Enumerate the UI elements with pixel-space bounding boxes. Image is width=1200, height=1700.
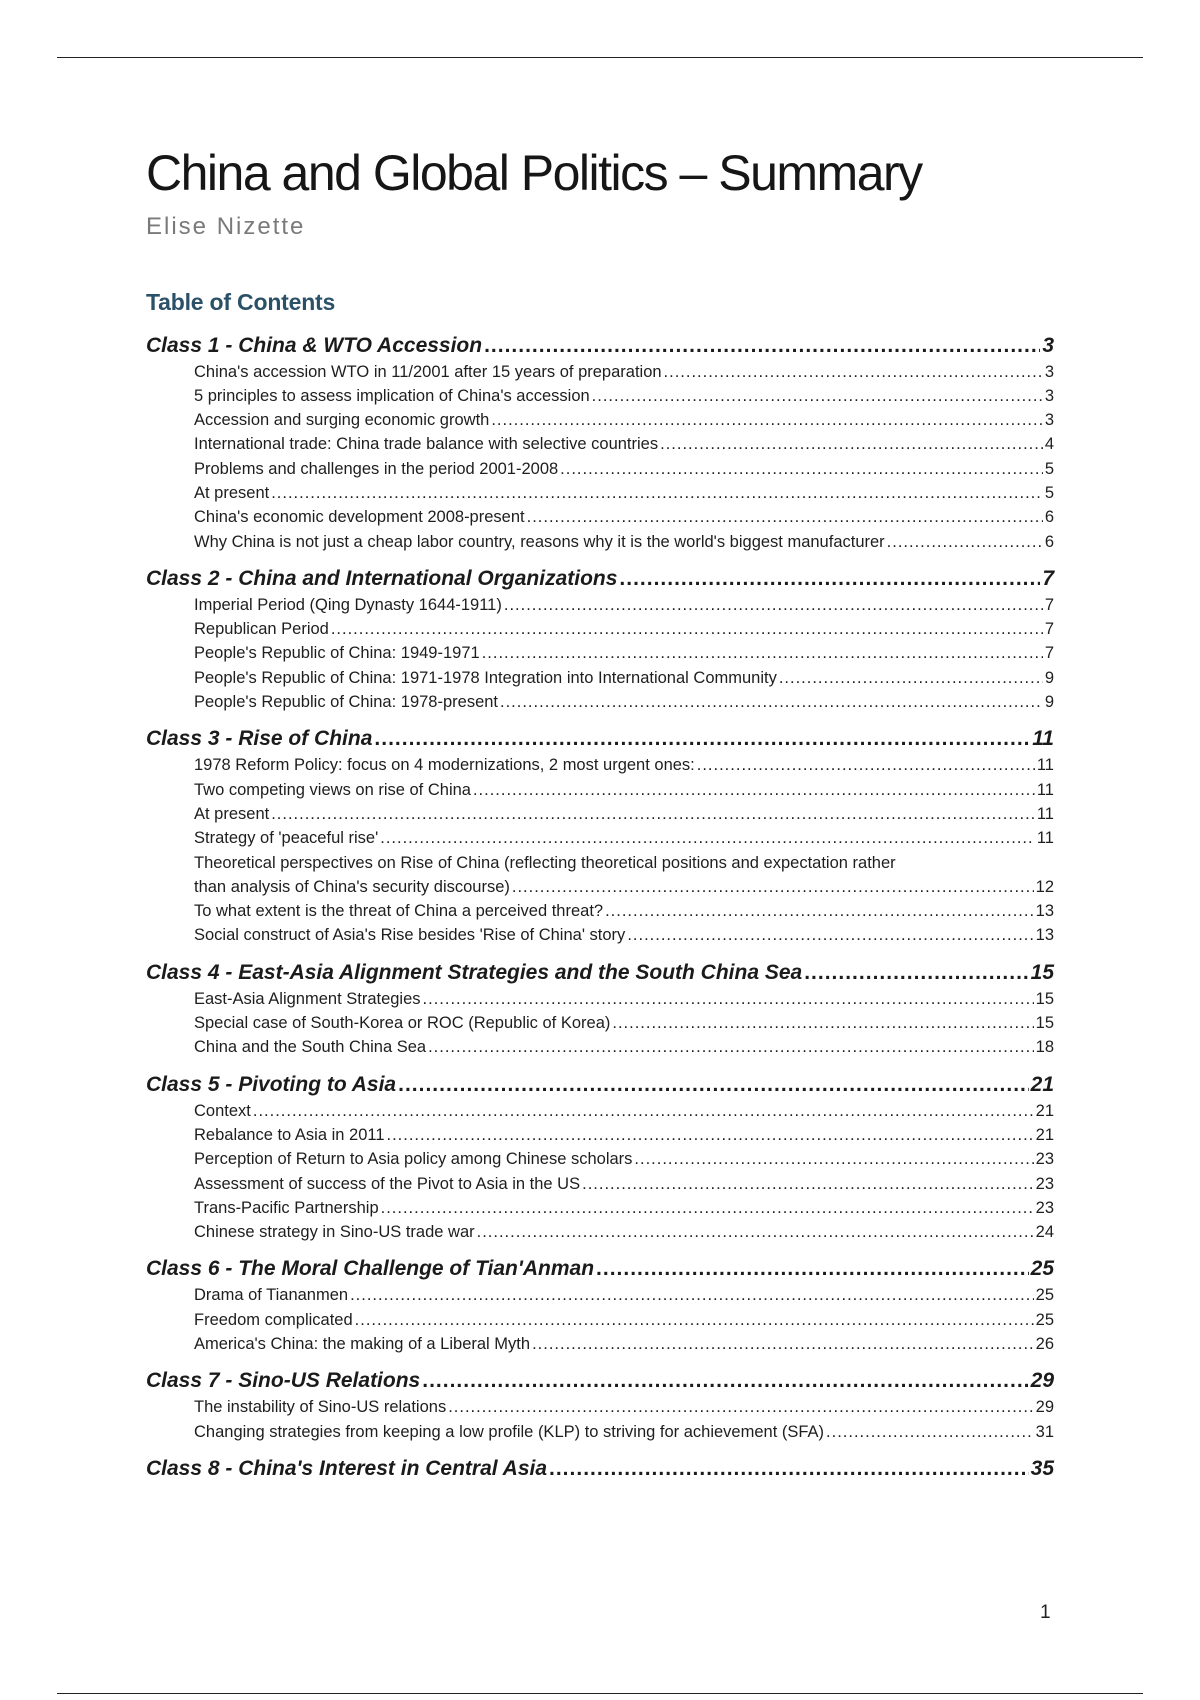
toc-leader — [512, 878, 1034, 897]
toc-entry-page: 5 — [1044, 483, 1054, 502]
toc-entry-page: 25 — [1035, 1286, 1054, 1305]
toc-heading: Table of Contents — [146, 288, 336, 315]
toc-entry[interactable] — [146, 1423, 1054, 1447]
toc-entry[interactable] — [146, 1175, 1054, 1199]
toc-entry-text: 5 principles to assess implication of China's accession — [194, 386, 590, 405]
toc-class-page: 21 — [1030, 1072, 1054, 1096]
toc-entry-text: People's Republic of China: 1971-1978 Integration into International Community — [194, 668, 777, 687]
toc-entry[interactable] — [146, 363, 1054, 387]
toc-entry-page: 7 — [1044, 595, 1054, 614]
toc-leader — [504, 596, 1043, 615]
toc-entry[interactable] — [146, 1150, 1054, 1174]
toc-leader — [634, 1150, 1033, 1169]
toc-entry-text: International trade: China trade balance with selective countries — [194, 435, 659, 454]
toc-leader — [484, 334, 1040, 358]
toc-entry[interactable] — [146, 1223, 1054, 1247]
toc-class-title: Class 4 - East-Asia Alignment Strategies and the South China Sea — [146, 960, 803, 984]
toc-class-page: 25 — [1030, 1257, 1054, 1281]
toc-leader — [381, 1199, 1034, 1218]
toc-entry-text: Theoretical perspectives on Rise of China (reflecting theoretical positions and expectation rather — [194, 853, 896, 872]
toc-entry-page: 11 — [1036, 829, 1054, 848]
toc-entry-page: 7 — [1044, 644, 1054, 663]
toc-leader — [423, 990, 1034, 1009]
toc-entry[interactable] — [146, 1286, 1054, 1310]
toc-entry-text: People's Republic of China: 1978-present — [194, 693, 499, 712]
toc-entry[interactable] — [146, 1038, 1054, 1062]
toc-entry-text: than analysis of China's security discourse) — [194, 877, 510, 896]
toc-entry-page: 9 — [1044, 668, 1054, 687]
toc-entry[interactable] — [146, 781, 1054, 805]
toc-entry-text: Strategy of 'peaceful rise' — [194, 829, 379, 848]
toc-class-page: 3 — [1042, 333, 1054, 357]
toc-class-title: Class 8 - China's Interest in Central Asia — [146, 1456, 548, 1480]
toc-entry[interactable] — [146, 435, 1054, 459]
toc-entry-text: Problems and challenges in the period 2001-2008 — [194, 459, 559, 478]
header-rule — [57, 57, 1143, 58]
toc-leader — [627, 926, 1033, 945]
toc-entry-page: 25 — [1035, 1310, 1054, 1329]
toc-class-title: Class 7 - Sino-US Relations — [146, 1369, 421, 1393]
toc-leader — [448, 1398, 1033, 1417]
toc-entry-text: Special case of South-Korea or ROC (Republic of Korea) — [194, 1014, 611, 1033]
toc-entry-text: China and the South China Sea — [194, 1038, 427, 1057]
toc-entry-page: 15 — [1035, 989, 1054, 1008]
toc-entry[interactable] — [146, 1398, 1054, 1422]
toc-class-entry[interactable] — [146, 1073, 1054, 1102]
footer-rule — [57, 1693, 1143, 1694]
toc-class-page: 7 — [1042, 566, 1054, 590]
toc-entry-text: Assessment of success of the Pivot to Asia in the US — [194, 1174, 581, 1193]
toc-leader — [592, 387, 1043, 406]
toc-leader — [664, 363, 1043, 382]
toc-class-title: Class 3 - Rise of China — [146, 727, 373, 751]
toc-entry[interactable] — [146, 387, 1054, 411]
document-title: China and Global Politics – Summary — [146, 145, 922, 201]
toc-entry-page: 13 — [1035, 926, 1054, 945]
toc-entry-page: 11 — [1036, 804, 1054, 823]
toc-entry-page: 23 — [1035, 1198, 1054, 1217]
toc-entry[interactable] — [146, 990, 1054, 1014]
toc-leader — [398, 1073, 1029, 1097]
table-of-contents — [146, 334, 1054, 1486]
toc-leader — [422, 1369, 1028, 1393]
toc-class-entry[interactable] — [146, 727, 1054, 756]
toc-leader — [612, 1014, 1033, 1033]
toc-entry-text: At present — [194, 483, 270, 502]
toc-class-title: Class 5 - Pivoting to Asia — [146, 1072, 397, 1096]
toc-entry[interactable] — [146, 902, 1054, 926]
toc-entry[interactable] — [146, 533, 1054, 557]
toc-entry-text: Perception of Return to Asia policy among Chinese scholars — [194, 1150, 633, 1169]
toc-leader — [350, 1286, 1034, 1305]
toc-class-entry[interactable] — [146, 1257, 1054, 1286]
toc-entry[interactable] — [146, 620, 1054, 644]
toc-leader — [619, 567, 1040, 591]
toc-entry-page: 6 — [1044, 508, 1054, 527]
document-author: Elise Nizette — [146, 212, 306, 240]
toc-leader — [605, 902, 1034, 921]
toc-entry-page: 3 — [1044, 386, 1054, 405]
toc-entry-text: Rebalance to Asia in 2011 — [194, 1125, 385, 1144]
toc-class-entry[interactable] — [146, 1457, 1054, 1486]
toc-class-entry[interactable] — [146, 1369, 1054, 1398]
toc-leader — [779, 669, 1043, 688]
toc-leader — [482, 644, 1043, 663]
toc-leader — [380, 829, 1035, 848]
toc-class-title: Class 2 - China and International Organizations — [146, 566, 618, 590]
toc-leader — [355, 1311, 1034, 1330]
toc-leader — [477, 1223, 1034, 1242]
toc-entry[interactable] — [146, 1199, 1054, 1223]
toc-entry[interactable] — [146, 411, 1054, 435]
toc-entry[interactable] — [146, 1126, 1054, 1150]
toc-entry-page: 11 — [1036, 780, 1054, 799]
toc-entry-text: Freedom complicated — [194, 1310, 353, 1329]
toc-entry-text: Why China is not just a cheap labor country, reasons why it is the world's biggest manufacturer — [194, 532, 885, 551]
toc-class-title: Class 1 - China & WTO Accession — [146, 333, 483, 357]
toc-leader — [582, 1175, 1034, 1194]
toc-leader — [549, 1457, 1029, 1481]
toc-entry[interactable] — [146, 484, 1054, 508]
toc-entry-page: 31 — [1035, 1422, 1054, 1441]
toc-entry-page: 21 — [1035, 1125, 1054, 1144]
toc-entry-page: 3 — [1044, 411, 1054, 430]
toc-class-entry[interactable] — [146, 567, 1054, 596]
toc-entry-text: At present — [194, 804, 270, 823]
toc-entry-page: 18 — [1035, 1038, 1054, 1057]
toc-entry-page: 7 — [1044, 620, 1054, 639]
toc-entry-page: 4 — [1044, 435, 1054, 454]
toc-leader — [428, 1038, 1034, 1057]
toc-leader — [532, 1335, 1034, 1354]
toc-entry-text: East-Asia Alignment Strategies — [194, 989, 421, 1008]
toc-entry[interactable] — [146, 926, 1054, 950]
toc-entry-page: 11 — [1036, 756, 1054, 775]
toc-leader — [374, 727, 1030, 751]
toc-entry-page: 23 — [1035, 1174, 1054, 1193]
toc-entry-page: 15 — [1035, 1014, 1054, 1033]
toc-entry-page: 6 — [1044, 532, 1054, 551]
toc-leader — [473, 781, 1035, 800]
toc-entry-text: Republican Period — [194, 620, 329, 639]
toc-leader — [660, 435, 1043, 454]
toc-entry-line[interactable] — [146, 854, 1054, 878]
toc-entry[interactable] — [146, 805, 1054, 829]
toc-entry[interactable] — [146, 1335, 1054, 1359]
toc-entry[interactable] — [146, 508, 1054, 532]
toc-entry-page: 26 — [1035, 1335, 1054, 1353]
toc-entry-text: Trans-Pacific Partnership — [194, 1198, 379, 1217]
toc-class-entry[interactable] — [146, 961, 1054, 990]
toc-entry-page: 29 — [1035, 1398, 1054, 1417]
toc-entry-page: 9 — [1044, 693, 1054, 712]
toc-entry[interactable] — [146, 460, 1054, 484]
toc-leader — [500, 693, 1043, 712]
toc-entry-text: Imperial Period (Qing Dynasty 1644-1911) — [194, 595, 502, 614]
toc-entry[interactable] — [146, 669, 1054, 693]
toc-leader — [527, 508, 1043, 527]
toc-entry-page: 5 — [1044, 459, 1054, 478]
toc-leader — [331, 620, 1043, 639]
toc-leader — [271, 805, 1035, 824]
toc-entry-page: 3 — [1044, 362, 1054, 381]
toc-leader — [560, 460, 1043, 479]
toc-entry[interactable] — [146, 596, 1054, 620]
toc-leader — [804, 961, 1028, 985]
toc-leader — [826, 1423, 1034, 1442]
toc-entry[interactable] — [146, 829, 1054, 853]
toc-entry[interactable] — [146, 1102, 1054, 1126]
toc-entry[interactable] — [146, 693, 1054, 717]
toc-entry-text: China's economic development 2008-present — [194, 508, 525, 527]
toc-entry-text: China's accession WTO in 11/2001 after 15 years of preparation — [194, 362, 662, 381]
toc-entry-text: Two competing views on rise of China — [194, 780, 471, 799]
toc-class-page: 15 — [1030, 960, 1054, 984]
toc-class-page: 29 — [1030, 1369, 1054, 1393]
toc-entry-text: Context — [194, 1101, 251, 1120]
toc-entry-page: 12 — [1035, 877, 1054, 896]
toc-class-title: Class 6 - The Moral Challenge of Tian'Anman — [146, 1257, 595, 1281]
toc-entry[interactable] — [146, 1311, 1054, 1335]
toc-entry-page: 24 — [1035, 1223, 1054, 1242]
toc-entry-page: 21 — [1035, 1101, 1054, 1120]
toc-entry-text: America's China: the making of a Liberal Myth — [194, 1335, 531, 1353]
toc-class-page: 35 — [1030, 1456, 1054, 1480]
toc-entry-text: Accession and surging economic growth — [194, 411, 490, 430]
toc-class-entry[interactable] — [146, 334, 1054, 363]
toc-leader — [253, 1102, 1034, 1121]
toc-leader — [271, 484, 1043, 503]
toc-entry[interactable] — [146, 1014, 1054, 1038]
toc-entry-page: 13 — [1035, 902, 1054, 921]
page-number: 1 — [1040, 1602, 1051, 1623]
toc-leader — [491, 411, 1042, 430]
toc-entry[interactable] — [146, 644, 1054, 668]
toc-leader — [887, 533, 1043, 552]
toc-entry-page: 23 — [1035, 1150, 1054, 1169]
toc-entry-text: Drama of Tiananmen — [194, 1286, 349, 1305]
toc-entry-text: 1978 Reform Policy: focus on 4 modernizations, 2 most urgent ones: — [194, 756, 695, 775]
toc-entry[interactable] — [146, 756, 1054, 780]
toc-leader — [697, 756, 1035, 775]
toc-entry-text: Social construct of Asia's Rise besides 'Rise of China' story — [194, 926, 626, 945]
toc-entry[interactable] — [146, 878, 1054, 902]
toc-entry-text: People's Republic of China: 1949-1971 — [194, 644, 480, 663]
toc-leader — [596, 1257, 1029, 1281]
toc-entry-text: The instability of Sino-US relations — [194, 1398, 447, 1417]
toc-leader — [387, 1126, 1034, 1145]
document-body — [146, 145, 1054, 1486]
toc-entry-text: Changing strategies from keeping a low profile (KLP) to striving for achievement (SFA) — [194, 1422, 825, 1441]
toc-entry-text: To what extent is the threat of China a perceived threat? — [194, 902, 604, 921]
toc-class-page: 11 — [1032, 727, 1054, 751]
toc-entry-text: Chinese strategy in Sino-US trade war — [194, 1223, 475, 1242]
